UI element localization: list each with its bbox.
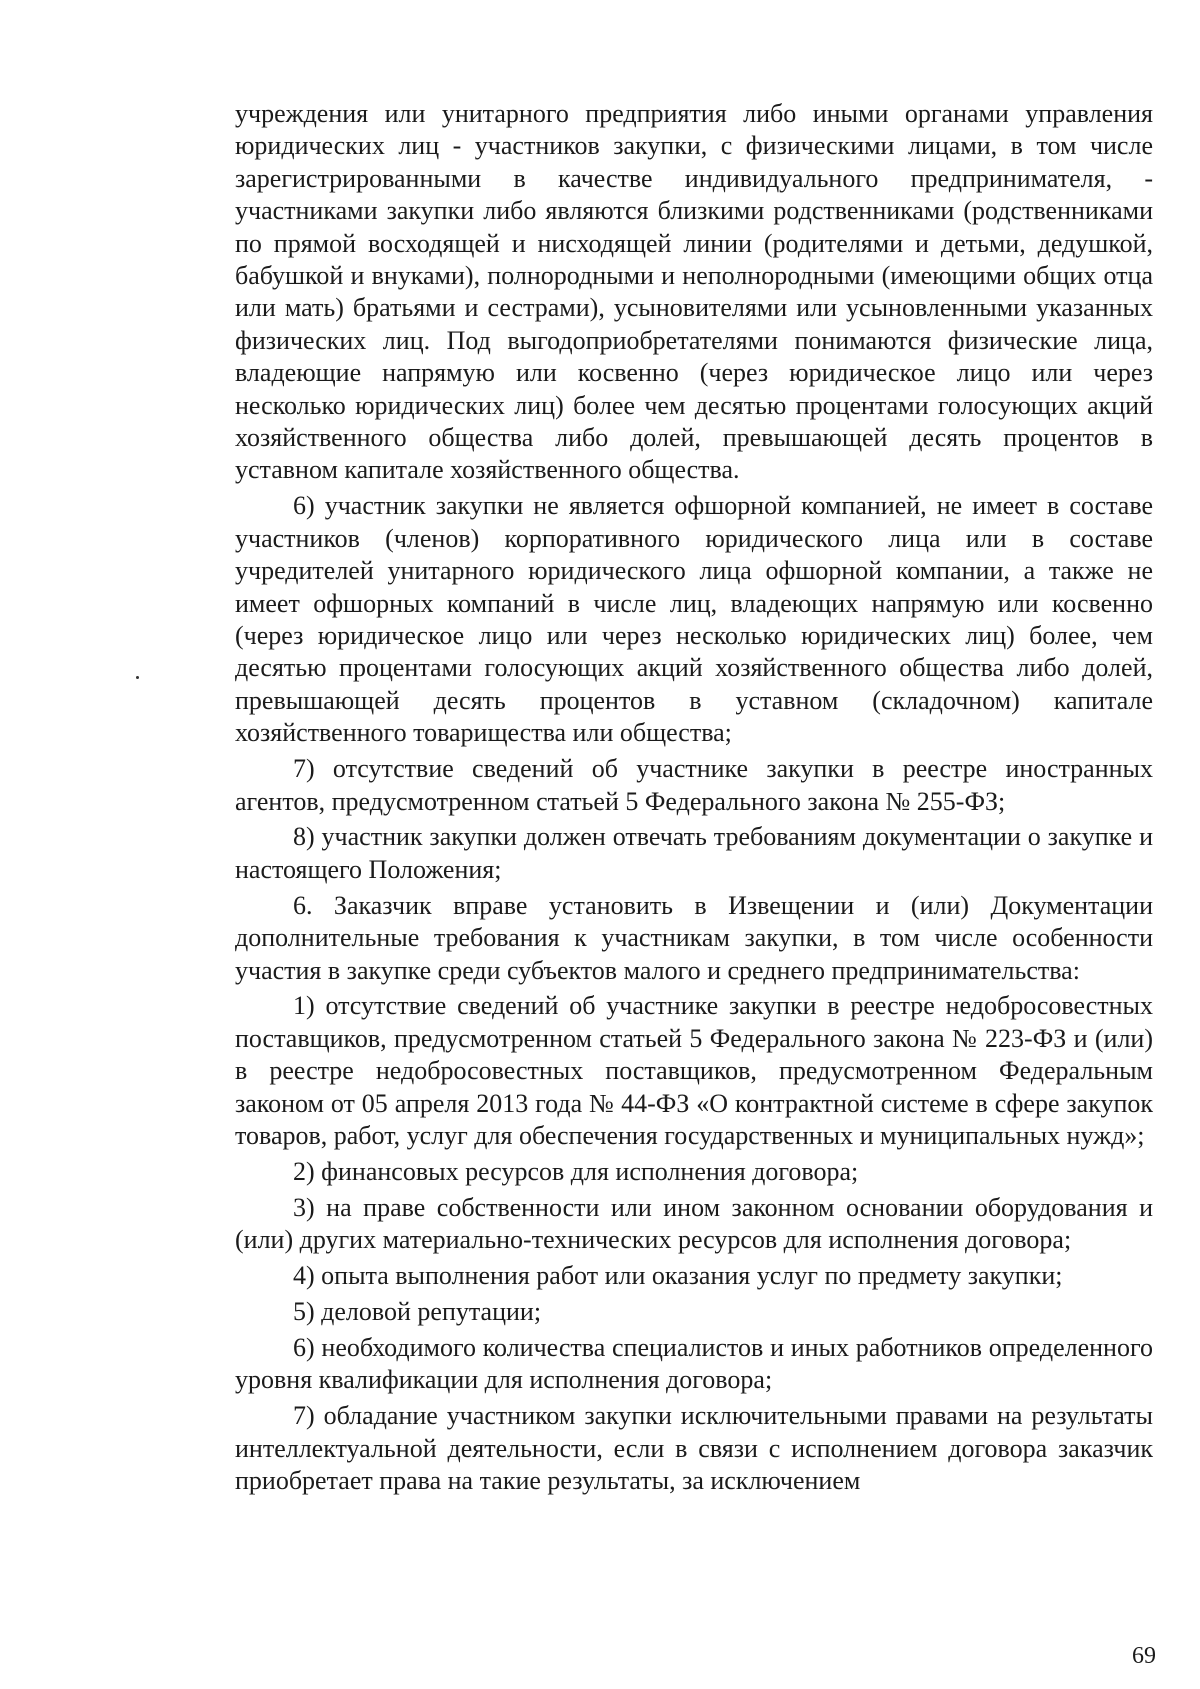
page-number: 69 bbox=[1132, 1643, 1156, 1669]
paragraph-subitem-6: 6) необходимого количества специалистов и иных работников определенного уровня квалификации для исполнения договора; bbox=[235, 1333, 1153, 1395]
body-text bbox=[235, 98, 1153, 1501]
paragraph-item-6-offshore: 6) участник закупки не является офшорной компанией, не имеет в составе участников (членов) корпоративного юридического лица или в составе учредителей унитарного юридического лица офшорной компании, а также не имеет офшорных компаний в числе лиц, владеющих напрямую или косвенно (через юридическое лицо или через несколько юридических лиц) более, чем десятью процентами голосующих акций хозяйственного общества либо долей, превышающей десять процентов в уставном (складочном) капитале хозяйственного товарищества или общества; bbox=[235, 491, 1153, 748]
paragraph-1: учреждения или унитарного предприятия либо иными органами управления юридических лиц - участников закупки, с физическими лицами, в том числе зарегистрированными в качестве индивидуального предпринимателя, - участниками закупки либо являются близкими родственниками (родственниками по прямой восходящей и нисходящей линии (родителями и детьми, дедушкой, бабушкой и внуками), полнородными и неполнородными (имеющими общих отца или мать) братьями и сестрами), усыновителями или усыновленными указанных физических лиц. Под выгодоприобретателями понимаются физические лица, владеющие напрямую или косвенно (через юридическое лицо или через несколько юридических лиц) более чем десятью процентами голосующих акций хозяйственного общества либо долей, превышающей десять процентов в уставном капитале хозяйственного общества. bbox=[235, 99, 1153, 485]
paragraph-item-8-requirements: 8) участник закупки должен отвечать требованиям документации о закупке и настоящего Положения; bbox=[235, 822, 1153, 884]
paragraph-subitem-7: 7) обладание участником закупки исключительными правами на результаты интеллектуальной деятельности, если в связи с исполнением договора заказчик приобретает права на такие результаты, за исключением bbox=[235, 1401, 1153, 1496]
paragraph-subitem-5: 5) деловой репутации; bbox=[293, 1297, 542, 1327]
paragraph-subitem-4: 4) опыта выполнения работ или оказания услуг по предмету закупки; bbox=[293, 1261, 1063, 1291]
paragraph-subitem-1: 1) отсутствие сведений об участнике закупки в реестре недобросовестных поставщиков, предусмотренном статьей 5 Федерального закона № 223-ФЗ и (или) в реестре недобросовестных поставщиков, предусмотренном Федеральным законом от 05 апреля 2013 года № 44-ФЗ «О контрактной системе в сфере закупок товаров, работ, услуг для обеспечения государственных и муниципальных нужд»; bbox=[235, 991, 1153, 1151]
paragraph-section-6: 6. Заказчик вправе установить в Извещении и (или) Документации дополнительные требования к участникам закупки, в том числе особенности участия в закупке среди субъектов малого и среднего предпринимательства: bbox=[235, 890, 1153, 985]
paragraph-subitem-2: 2) финансовых ресурсов для исполнения договора; bbox=[293, 1157, 859, 1186]
paragraph-item-7-foreign-agents: 7) отсутствие сведений об участнике закупки в реестре иностранных агентов, предусмотренном статьей 5 Федерального закона № 255-ФЗ; bbox=[235, 754, 1153, 816]
paragraph-subitem-3: 3) на праве собственности или ином законном основании оборудования и (или) других материально-технических ресурсов для исполнения договора; bbox=[235, 1192, 1153, 1255]
scan-speck bbox=[136, 676, 139, 679]
